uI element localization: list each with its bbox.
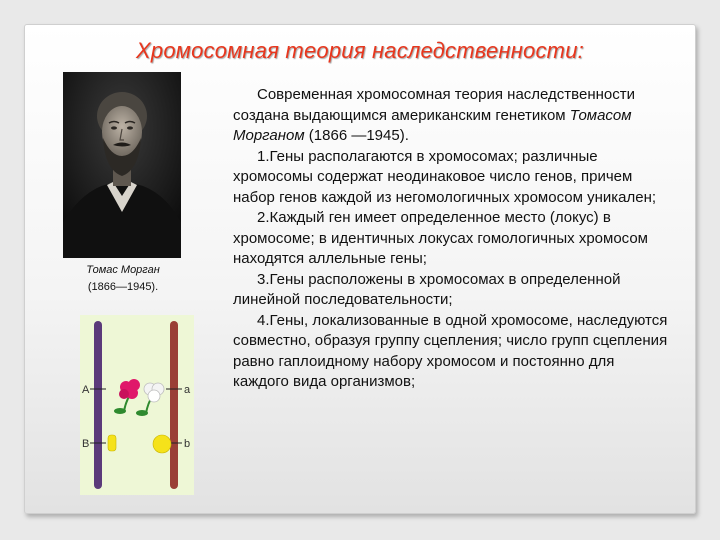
yellow-marker-icon <box>108 435 116 451</box>
portrait-caption-name: Томас Морган <box>86 264 160 276</box>
portrait-photo <box>63 72 181 258</box>
gene-label-a: a <box>184 384 191 396</box>
chromosome-right <box>170 321 178 489</box>
slide-title: Хромосомная теория наследственности: <box>136 38 584 63</box>
theory-text <box>233 85 673 393</box>
point-2: 2.Каждый ген имеет определенное место (локус) в хромосоме; в идентичных локусах гомологичных хромосом находятся аллельные гены; <box>233 209 648 267</box>
portrait-caption-years: (1866—1945). <box>87 281 159 293</box>
gene-label-b: b <box>184 438 191 450</box>
yellow-dot-icon <box>153 435 171 453</box>
morgan-name: Томасом Морганом <box>233 106 632 144</box>
red-flower-icon <box>114 379 140 414</box>
white-flower-icon <box>136 383 164 416</box>
point-3: 3.Гены расположены в хромосомах в определенной линейной последовательности; <box>233 270 621 308</box>
slide <box>24 24 696 514</box>
chromosome-left <box>94 321 102 489</box>
chromosome-diagram <box>80 315 194 495</box>
point-4: 4.Гены, локализованные в одной хромосоме, наследуются совместно, образуя группу сцепления; число групп сцепления равно гаплоидному набору хромосом и постоянно для каждого вида организмов; <box>233 311 668 390</box>
intro-paragraph: Современная хромосомная теория наследственности создана выдающимся американским генетиком Томасом Морганом (1866 —1945). <box>233 86 635 144</box>
point-1: 1.Гены располагаются в хромосомах; различные хромосомы содержат неодинаковое число генов, причем набор генов каждой из негомологичных хромосом уникален; <box>233 147 657 206</box>
gene-label-B: B <box>82 438 90 450</box>
gene-label-A: A <box>82 384 90 396</box>
